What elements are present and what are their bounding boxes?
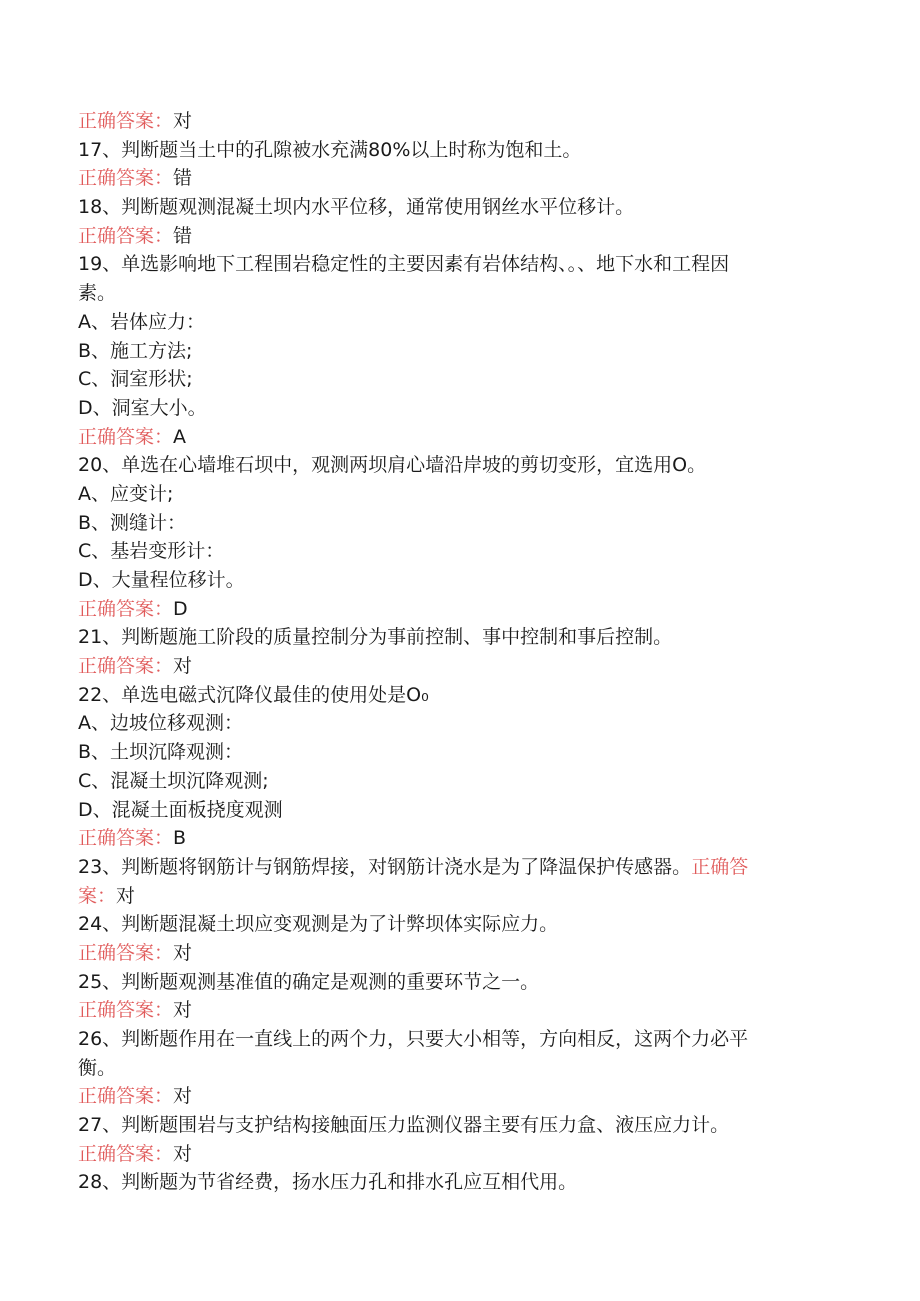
question-line bbox=[78, 796, 848, 825]
answer-line bbox=[78, 595, 848, 624]
question-line bbox=[78, 1054, 848, 1083]
question-text: 18、判断题观测混凝土坝内水平位移，通常使用钢丝水平位移计。 bbox=[78, 196, 635, 219]
question-line bbox=[78, 136, 848, 165]
answer-label: 正确答案： bbox=[78, 655, 174, 678]
question-line bbox=[78, 509, 848, 538]
answer-line bbox=[78, 824, 848, 853]
question-text: C、基岩变形计： bbox=[78, 540, 225, 563]
question-text: 17、判断题当土中的孔隙被水充满80%以上时称为饱和土。 bbox=[78, 138, 582, 161]
question-line bbox=[78, 1111, 848, 1140]
answer-label: 正确答 bbox=[691, 855, 749, 878]
answer-line bbox=[78, 423, 848, 452]
question-text: 24、判断题混凝土坝应变观测是为了计弊坝体实际应力。 bbox=[78, 913, 559, 936]
question-line bbox=[78, 279, 848, 308]
question-line bbox=[78, 623, 848, 652]
answer-label: 正确答案： bbox=[78, 597, 174, 620]
answer-line bbox=[78, 939, 848, 968]
question-text: 衡。 bbox=[78, 1056, 117, 1079]
question-line bbox=[78, 480, 848, 509]
answer-label: 正确答案： bbox=[78, 167, 174, 190]
question-line bbox=[78, 537, 848, 566]
answer-value: A bbox=[173, 425, 187, 448]
answer-value: 对 bbox=[173, 1142, 193, 1165]
answer-value: 对 bbox=[173, 1085, 193, 1108]
question-line bbox=[78, 365, 848, 394]
question-line bbox=[78, 968, 848, 997]
question-text: 23、判断题将钢筋计与钢筋焊接，对钢筋计浇水是为了降温保护传感器。 bbox=[78, 855, 692, 878]
answer-value: B bbox=[173, 827, 187, 850]
question-text: C、混凝土坝沉降观测; bbox=[78, 769, 269, 792]
question-text: 21、判断题施工阶段的质量控制分为事前控制、事中控制和事后控制。 bbox=[78, 626, 673, 649]
question-text: B、土坝沉降观测： bbox=[78, 741, 244, 764]
question-text: 28、判断题为节省经费，扬水压力孔和排水孔应互相代用。 bbox=[78, 1171, 578, 1194]
answer-label: 正确答案： bbox=[78, 425, 174, 448]
question-text: D、洞室大小。 bbox=[78, 396, 207, 419]
question-text: B、测缝计： bbox=[78, 511, 187, 534]
question-text: 20、单选在心墙堆石坝中，观测两坝肩心墙沿岸坡的剪切变形，宜选用O。 bbox=[78, 454, 707, 477]
answer-line bbox=[78, 1082, 848, 1111]
answer-label: 正确答案： bbox=[78, 1085, 174, 1108]
question-line bbox=[78, 910, 848, 939]
question-text: D、大量程位移计。 bbox=[78, 569, 245, 591]
answer-value: 对 bbox=[173, 941, 193, 964]
question-text: 27、判断题围岩与支护结构接触面压力监测仪器主要有压力盒、液压应力计。 bbox=[78, 1114, 730, 1137]
question-line bbox=[78, 681, 848, 710]
answer-value: 对 bbox=[173, 110, 193, 132]
answer-label: 正确答案： bbox=[78, 110, 174, 132]
answer-line bbox=[78, 222, 848, 251]
answer-label: 正确答案： bbox=[78, 224, 174, 247]
question-line bbox=[78, 1025, 848, 1054]
answer-line bbox=[78, 164, 848, 193]
answer-label: 正确答案： bbox=[78, 827, 174, 850]
question-text: 25、判断题观测基准值的确定是观测的重要环节之一。 bbox=[78, 970, 540, 993]
question-text: 22、单选电磁式沉降仪最佳的使用处是O₀ bbox=[78, 683, 429, 706]
question-list bbox=[78, 107, 848, 1197]
question-text: 素。 bbox=[78, 282, 117, 305]
answer-label: 正确答案： bbox=[78, 1142, 174, 1165]
question-line bbox=[78, 250, 848, 279]
question-text: C、洞室形状; bbox=[78, 368, 193, 391]
answer-line bbox=[78, 652, 848, 681]
answer-value: 对 bbox=[173, 655, 193, 678]
answer-line bbox=[78, 882, 848, 911]
question-line bbox=[78, 308, 848, 337]
question-line bbox=[78, 193, 848, 222]
question-text: D、混凝土面板挠度观测 bbox=[78, 798, 283, 821]
question-line bbox=[78, 394, 848, 423]
answer-value: D bbox=[173, 597, 188, 620]
answer-value: 错 bbox=[173, 167, 193, 190]
question-text: B、施工方法; bbox=[78, 339, 193, 362]
answer-value: 对 bbox=[173, 999, 193, 1022]
answer-line bbox=[78, 107, 848, 136]
question-text: A、边坡位移观测： bbox=[78, 712, 243, 735]
question-line bbox=[78, 1168, 848, 1197]
question-line bbox=[78, 566, 848, 595]
answer-line bbox=[78, 996, 848, 1025]
question-line bbox=[78, 767, 848, 796]
question-text: A、应变计; bbox=[78, 482, 174, 505]
answer-line bbox=[78, 1140, 848, 1169]
question-text: 26、判断题作用在一直线上的两个力，只要大小相等，方向相反，这两个力必平 bbox=[78, 1028, 749, 1050]
answer-value: 对 bbox=[116, 884, 136, 907]
answer-label: 正确答案： bbox=[78, 999, 174, 1022]
question-line bbox=[78, 337, 848, 366]
question-text: A、岩体应力： bbox=[78, 310, 205, 333]
answer-value: 错 bbox=[173, 224, 193, 247]
question-line bbox=[78, 451, 848, 480]
question-line bbox=[78, 709, 848, 738]
question-line bbox=[78, 853, 848, 882]
question-text: 19、单选影响地下工程围岩稳定性的主要因素有岩体结构、。、地下水和工程因 bbox=[78, 253, 730, 276]
question-line bbox=[78, 738, 848, 767]
answer-label: 案： bbox=[78, 884, 117, 907]
answer-label: 正确答案： bbox=[78, 941, 174, 964]
